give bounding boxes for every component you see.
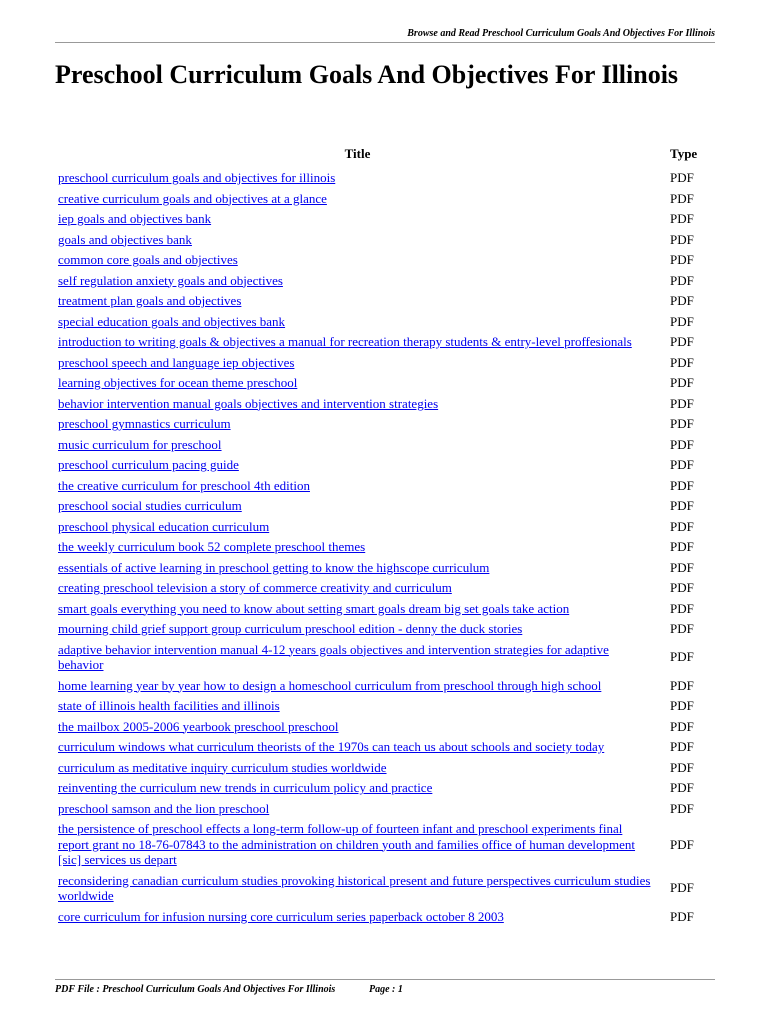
table-row bbox=[55, 312, 715, 333]
table-row bbox=[55, 291, 715, 312]
table-row bbox=[55, 778, 715, 799]
row-title-cell bbox=[55, 578, 660, 599]
row-title-cell bbox=[55, 558, 660, 579]
results-table bbox=[55, 146, 715, 927]
row-type-cell: PDF bbox=[670, 354, 694, 370]
row-type-cell: PDF bbox=[670, 908, 694, 924]
row-title-cell bbox=[55, 737, 660, 758]
table-row bbox=[55, 476, 715, 497]
row-title-link[interactable]: reinventing the curriculum new trends in curriculum policy and practice bbox=[58, 780, 433, 795]
table-header-row bbox=[55, 146, 715, 168]
row-title-link[interactable]: preschool samson and the lion preschool bbox=[58, 800, 270, 816]
row-type-cell: PDF bbox=[670, 211, 694, 226]
row-title-link[interactable]: special education goals and objectives bank bbox=[58, 313, 286, 329]
row-type-cell: PDF bbox=[670, 780, 694, 795]
row-type-cell: PDF bbox=[670, 621, 694, 636]
row-title-cell bbox=[55, 209, 660, 230]
row-title-link[interactable]: preschool curriculum goals and objectives for illinois bbox=[58, 170, 336, 185]
row-title-cell bbox=[55, 676, 660, 697]
row-title-cell bbox=[55, 373, 660, 394]
row-title-link[interactable]: learning objectives for ocean theme preschool bbox=[58, 375, 298, 390]
row-title-cell bbox=[55, 168, 660, 189]
table-row bbox=[55, 676, 715, 697]
row-type-cell: PDF bbox=[670, 880, 694, 896]
table-row bbox=[55, 758, 715, 779]
header-divider bbox=[55, 42, 715, 43]
row-type-cell: PDF bbox=[670, 559, 694, 575]
column-header-type: Type bbox=[670, 146, 698, 161]
row-title-link[interactable]: creative curriculum goals and objectives at a glance bbox=[58, 190, 327, 206]
row-title-link[interactable]: reconsidering canadian curriculum studies provoking historical present and future perspectives curriculum studies worldwide bbox=[58, 872, 651, 903]
table-row bbox=[55, 496, 715, 517]
table-row bbox=[55, 537, 715, 558]
running-header: Browse and Read Preschool Curriculum Goals And Objectives For Illinois bbox=[407, 28, 715, 39]
row-title-link[interactable]: the persistence of preschool effects a long-term follow-up of fourteen infant and preschool experiments final report grant no 18-76-07843 to the administration on children youth and families office of human development [sic] services us depart bbox=[58, 821, 636, 867]
table-row bbox=[55, 696, 715, 717]
table-row bbox=[55, 599, 715, 620]
table-row bbox=[55, 819, 715, 871]
row-title-link[interactable]: preschool gymnastics curriculum bbox=[58, 416, 231, 431]
running-footer: PDF File : Preschool Curriculum Goals And Objectives For Illinois bbox=[55, 984, 336, 995]
row-title-link[interactable]: self regulation anxiety goals and objectives bbox=[58, 272, 283, 288]
row-title-cell bbox=[55, 332, 660, 353]
row-type-cell: PDF bbox=[670, 252, 694, 267]
row-title-link[interactable]: state of illinois health facilities and illinois bbox=[58, 698, 280, 713]
row-type-cell: PDF bbox=[670, 539, 694, 554]
row-title-link[interactable]: preschool physical education curriculum bbox=[58, 518, 270, 534]
row-title-cell bbox=[55, 230, 660, 251]
table-row bbox=[55, 189, 715, 210]
row-type-cell: PDF bbox=[670, 580, 694, 595]
row-type-cell: PDF bbox=[670, 698, 694, 713]
table-row bbox=[55, 394, 715, 415]
row-type-cell: PDF bbox=[670, 800, 694, 816]
table-row bbox=[55, 619, 715, 640]
table-row bbox=[55, 209, 715, 230]
row-title-link[interactable]: goals and objectives bank bbox=[58, 231, 192, 247]
table-row bbox=[55, 373, 715, 394]
row-title-cell bbox=[55, 619, 660, 640]
row-title-link[interactable]: adaptive behavior intervention manual 4-12 years goals objectives and intervention strategies for adaptive behavior bbox=[58, 641, 609, 672]
row-type-cell: PDF bbox=[670, 190, 694, 206]
row-title-link[interactable]: core curriculum for infusion nursing core curriculum series paperback october 8 2003 bbox=[58, 908, 504, 924]
row-title-cell bbox=[55, 394, 660, 415]
row-type-cell: PDF bbox=[670, 436, 694, 452]
row-title-link[interactable]: home learning year by year how to design a homeschool curriculum from preschool through high school bbox=[58, 677, 602, 693]
results-body bbox=[55, 168, 715, 927]
row-title-link[interactable]: iep goals and objectives bank bbox=[58, 211, 212, 226]
table-row bbox=[55, 435, 715, 456]
row-type-cell: PDF bbox=[670, 395, 694, 411]
row-title-cell bbox=[55, 435, 660, 456]
row-type-cell: PDF bbox=[670, 231, 694, 247]
row-title-cell bbox=[55, 799, 660, 820]
row-title-link[interactable]: the mailbox 2005-2006 yearbook preschool preschool bbox=[58, 718, 339, 734]
row-title-cell bbox=[55, 517, 660, 538]
row-type-cell: PDF bbox=[670, 313, 694, 329]
row-title-cell bbox=[55, 496, 660, 517]
row-title-cell bbox=[55, 476, 660, 497]
table-row bbox=[55, 907, 715, 928]
row-type-cell: PDF bbox=[670, 649, 694, 665]
row-type-cell: PDF bbox=[670, 170, 694, 185]
row-title-link[interactable]: essentials of active learning in preschool getting to know the highscope curriculum bbox=[58, 559, 490, 575]
row-type-cell: PDF bbox=[670, 477, 694, 493]
row-type-cell: PDF bbox=[670, 457, 694, 472]
row-type-cell: PDF bbox=[670, 334, 694, 349]
row-title-cell bbox=[55, 819, 660, 871]
table-row bbox=[55, 578, 715, 599]
row-title-cell bbox=[55, 717, 660, 738]
row-title-cell bbox=[55, 871, 660, 907]
table-row bbox=[55, 230, 715, 251]
row-title-cell bbox=[55, 271, 660, 292]
table-row bbox=[55, 332, 715, 353]
row-type-cell: PDF bbox=[670, 416, 694, 431]
footer-divider bbox=[55, 979, 715, 980]
row-type-cell: PDF bbox=[670, 272, 694, 288]
row-title-cell bbox=[55, 537, 660, 558]
row-type-cell: PDF bbox=[670, 739, 694, 754]
row-title-link[interactable]: curriculum windows what curriculum theorists of the 1970s can teach us about schools and society today bbox=[58, 739, 605, 754]
row-title-link[interactable]: the weekly curriculum book 52 complete preschool themes bbox=[58, 539, 366, 554]
row-title-cell bbox=[55, 455, 660, 476]
table-row bbox=[55, 871, 715, 907]
row-title-link[interactable]: curriculum as meditative inquiry curriculum studies worldwide bbox=[58, 759, 387, 775]
row-title-cell bbox=[55, 353, 660, 374]
row-title-link[interactable]: the creative curriculum for preschool 4th edition bbox=[58, 477, 310, 493]
row-title-link[interactable]: mourning child grief support group curriculum preschool edition - denny the duck stories bbox=[58, 621, 523, 636]
row-title-link[interactable]: creating preschool television a story of commerce creativity and curriculum bbox=[58, 580, 452, 595]
row-title-link[interactable]: treatment plan goals and objectives bbox=[58, 293, 242, 308]
row-title-link[interactable]: common core goals and objectives bbox=[58, 252, 238, 267]
table-row bbox=[55, 737, 715, 758]
table-row bbox=[55, 717, 715, 738]
row-title-link[interactable]: smart goals everything you need to know about setting smart goals dream big set goals take action bbox=[58, 600, 570, 616]
row-title-link[interactable]: music curriculum for preschool bbox=[58, 436, 222, 452]
table-row bbox=[55, 517, 715, 538]
table-row bbox=[55, 353, 715, 374]
row-title-cell bbox=[55, 312, 660, 333]
row-type-cell: PDF bbox=[670, 600, 694, 616]
table-row bbox=[55, 558, 715, 579]
table-row bbox=[55, 799, 715, 820]
row-title-link[interactable]: preschool curriculum pacing guide bbox=[58, 457, 239, 472]
row-title-cell bbox=[55, 758, 660, 779]
row-title-cell bbox=[55, 291, 660, 312]
row-title-cell bbox=[55, 696, 660, 717]
row-type-cell: PDF bbox=[670, 836, 694, 852]
row-title-link[interactable]: behavior intervention manual goals objectives and intervention strategies bbox=[58, 395, 439, 411]
row-type-cell: PDF bbox=[670, 718, 694, 734]
table-row bbox=[55, 271, 715, 292]
column-header-title: Title bbox=[344, 146, 371, 161]
row-type-cell: PDF bbox=[670, 293, 694, 308]
row-type-cell: PDF bbox=[670, 759, 694, 775]
table-row bbox=[55, 455, 715, 476]
row-title-cell bbox=[55, 250, 660, 271]
table-row bbox=[55, 640, 715, 676]
table-row bbox=[55, 168, 715, 189]
row-type-cell: PDF bbox=[670, 677, 694, 693]
document-title: Preschool Curriculum Goals And Objectives For Illinois bbox=[55, 60, 679, 89]
row-title-cell bbox=[55, 414, 660, 435]
row-title-cell bbox=[55, 189, 660, 210]
table-row bbox=[55, 250, 715, 271]
row-title-cell bbox=[55, 907, 660, 928]
row-type-cell: PDF bbox=[670, 518, 694, 534]
row-title-link[interactable]: preschool speech and language iep objectives bbox=[58, 354, 295, 370]
page-number: Page : 1 bbox=[369, 984, 403, 995]
row-title-cell bbox=[55, 640, 660, 676]
row-title-link[interactable]: introduction to writing goals & objectives a manual for recreation therapy students & entry-level proffesionals bbox=[58, 334, 632, 349]
table-row bbox=[55, 414, 715, 435]
row-type-cell: PDF bbox=[670, 375, 694, 390]
row-title-cell bbox=[55, 778, 660, 799]
row-title-cell bbox=[55, 599, 660, 620]
row-type-cell: PDF bbox=[670, 498, 694, 513]
row-title-link[interactable]: preschool social studies curriculum bbox=[58, 498, 242, 513]
